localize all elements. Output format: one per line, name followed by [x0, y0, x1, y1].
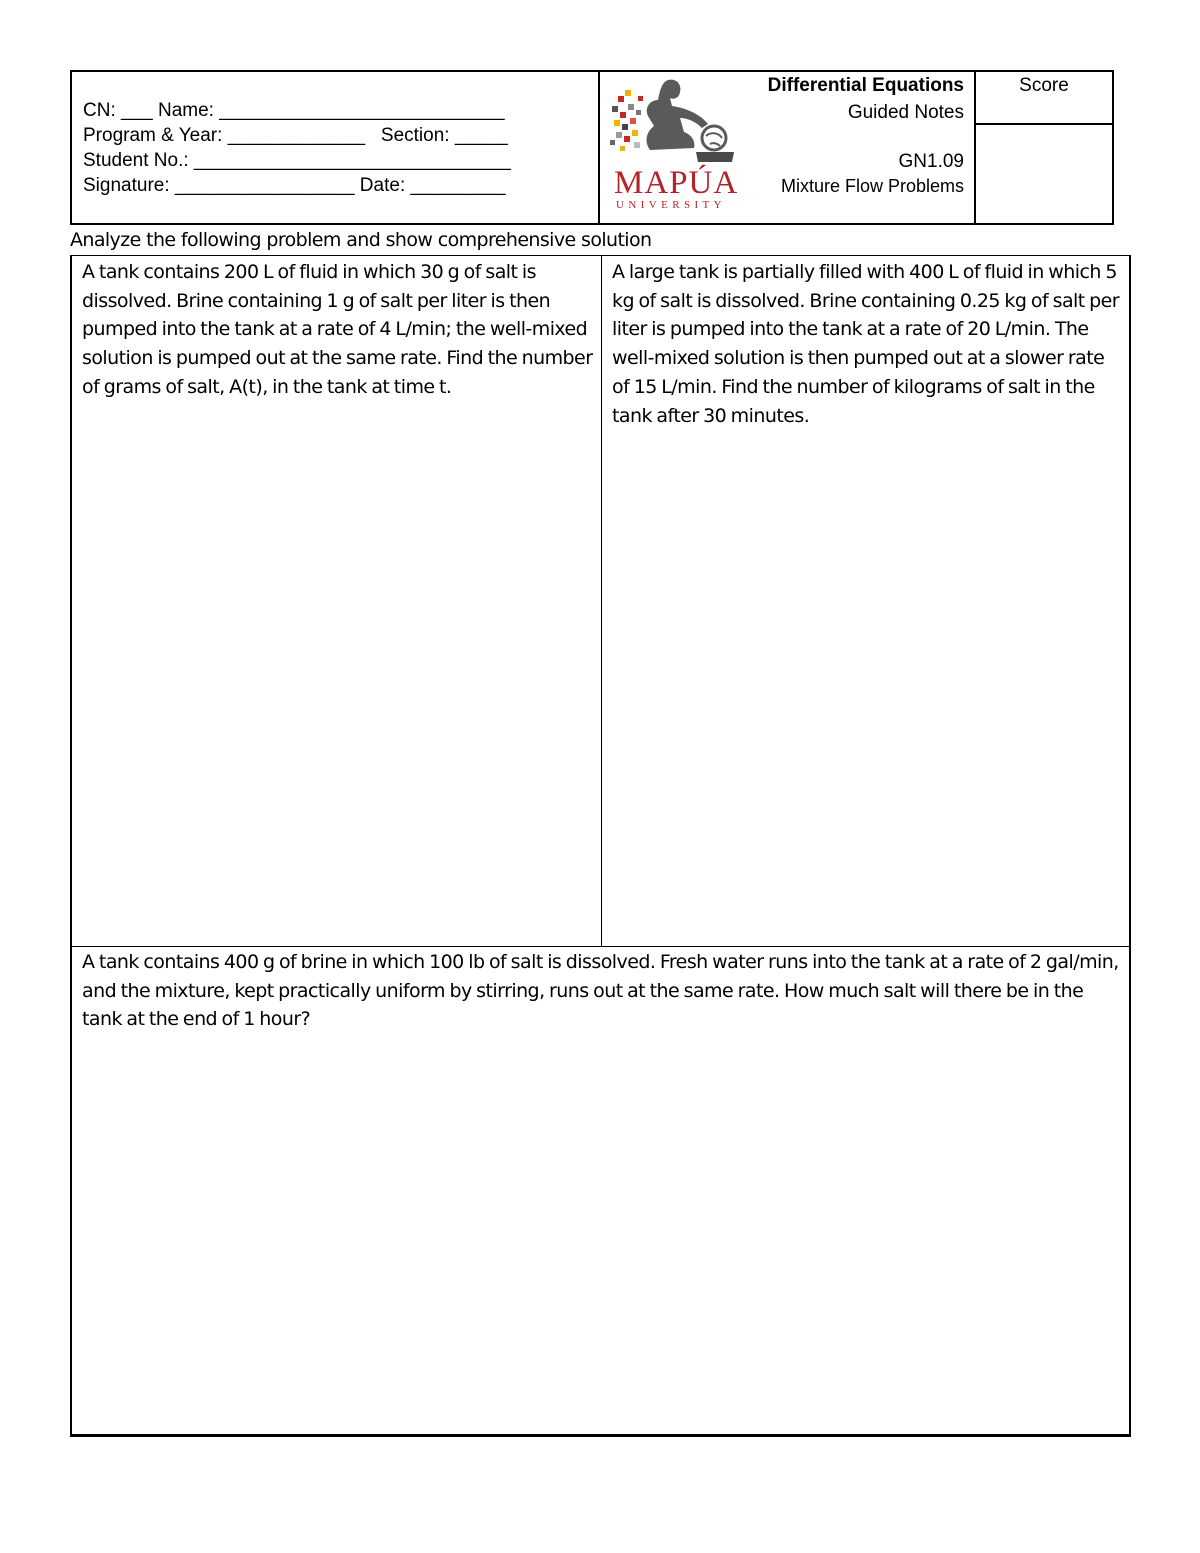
row-divider [72, 946, 1129, 947]
score-label: Score [976, 72, 1112, 125]
course-title: Differential Equations [767, 75, 964, 96]
problem-3: A tank contains 400 g of brine in which 100 lb of salt is dissolved. Fresh water runs into the tank at a rate of 2 gal/min, and the mixture, kept practically uniform by stirring, runs out at the same rate. How much salt will there be in the tank at the end of 1 hour? [82, 951, 1119, 1031]
student-no-field: Student No.: ______________________________ [83, 150, 511, 171]
program-section-field: Program & Year: _____________ Section: _____ [83, 125, 508, 146]
problem-2: A large tank is partially filled with 400 L of fluid in which 5 kg of salt is dissolved. Brine containing 0.25 kg of salt per liter is pumped into the tank at a rate of 20 L/min. The well-mixed solution is then pumped out at a slower rate of 15 L/min. Find the number of kilograms of salt in the tank after 30 minutes. [612, 261, 1120, 427]
score-cell [976, 72, 1112, 223]
globe [702, 126, 726, 150]
course-topic: Mixture Flow Problems [780, 176, 964, 196]
logo-subtitle: UNIVERSITY [616, 199, 726, 211]
figure-silhouette [647, 80, 708, 150]
student-info-fields [83, 98, 511, 198]
instruction-text: Analyze the following problem and show comprehensive solution [70, 229, 652, 251]
signature-date-field: Signature: _________________ Date: _________ [83, 175, 506, 196]
mapua-logo-icon [610, 76, 740, 168]
logo-wordmark: MAPÚA [614, 165, 739, 201]
cn-name-field: CN: ___ Name: ___________________________ [83, 100, 505, 121]
course-code: GN1.09 [898, 151, 964, 172]
student-info-cell [72, 72, 600, 223]
pixel-mosaic [610, 90, 643, 151]
problem-grid [70, 255, 1131, 1437]
mapua-logo [610, 76, 740, 216]
course-subtitle: Guided Notes [847, 102, 964, 123]
column-divider [601, 256, 602, 946]
header-table [70, 70, 1114, 225]
course-info-cell [600, 72, 976, 223]
book-base [696, 152, 734, 162]
problem-1: A tank contains 200 L of fluid in which 30 g of salt is dissolved. Brine containing 1 g of salt per liter is then pumped into the tank at a rate of 4 L/min; the well-mixed solution is pumped out at the same rate. Find the number of grams of salt, A(t), in the tank at time t. [82, 261, 593, 398]
